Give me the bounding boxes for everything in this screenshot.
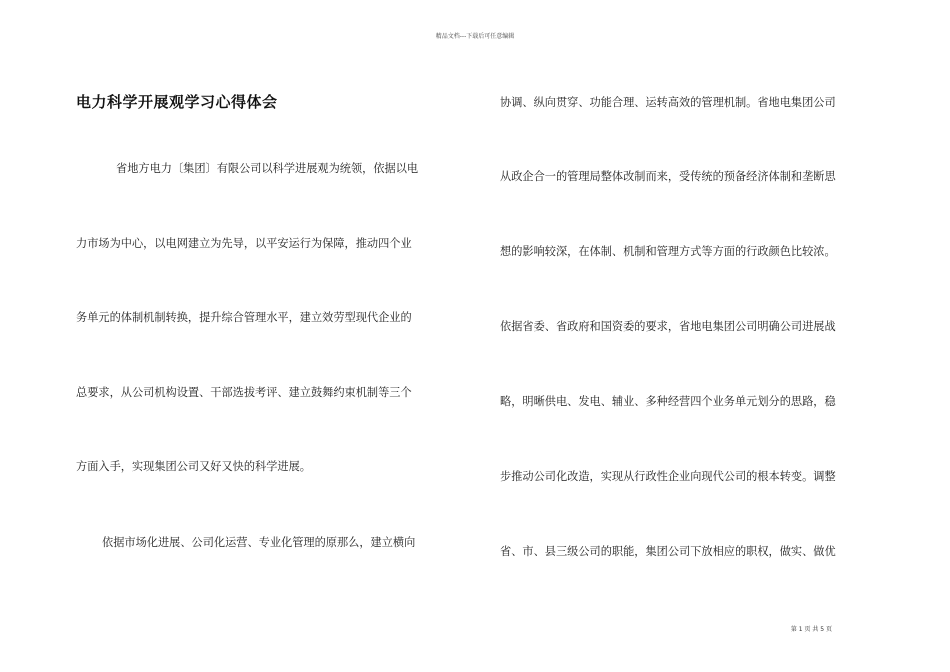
paragraph-line: 想的影响较深，在体制、机制和管理方式等方面的行政颜色比较浓。: [500, 245, 836, 258]
paragraph-line: 从政企合一的管理局整体改制而来，受传统的预备经济体制和垄断思: [500, 170, 836, 183]
paragraph-line: 总要求，从公司机构设置、干部选拔考评、建立鼓舞约束机制等三个: [76, 386, 412, 399]
paragraph-line: 力市场为中心，以电网建立为先导，以平安运行为保障，推动四个业: [76, 237, 412, 250]
document-title: 电力科学开展观学习心得体会: [76, 93, 278, 111]
paragraph-line: 依据市场化进展、公司化运营、专业化管理的原那么，建立横向: [102, 536, 416, 549]
page-header: 精品文档---下载后可任意编辑: [435, 33, 515, 40]
paragraph-line: 省地方电力〔集团〕有限公司以科学进展观为统领，依据以电: [116, 162, 419, 175]
paragraph-line: 方面入手，实现集团公司又好又快的科学进展。: [76, 460, 311, 473]
page-number: 第 1 页 共 5 页: [790, 626, 832, 633]
paragraph-line: 协调、纵向贯穿、功能合理、运转高效的管理机制。省地电集团公司: [500, 96, 836, 109]
paragraph-line: 务单元的体制机制转换，提升综合管理水平，建立效劳型现代企业的: [76, 311, 412, 324]
paragraph-line: 省、市、县三级公司的职能，集团公司下放相应的职权，做实、做优: [500, 545, 836, 558]
paragraph-line: 略，明晰供电、发电、辅业、多种经营四个业务单元划分的思路，稳: [500, 395, 836, 408]
paragraph-line: 依据省委、省政府和国资委的要求，省地电集团公司明确公司进展战: [500, 320, 836, 333]
paragraph-line: 步推动公司化改造，实现从行政性企业向现代公司的根本转变。调整: [500, 470, 836, 483]
